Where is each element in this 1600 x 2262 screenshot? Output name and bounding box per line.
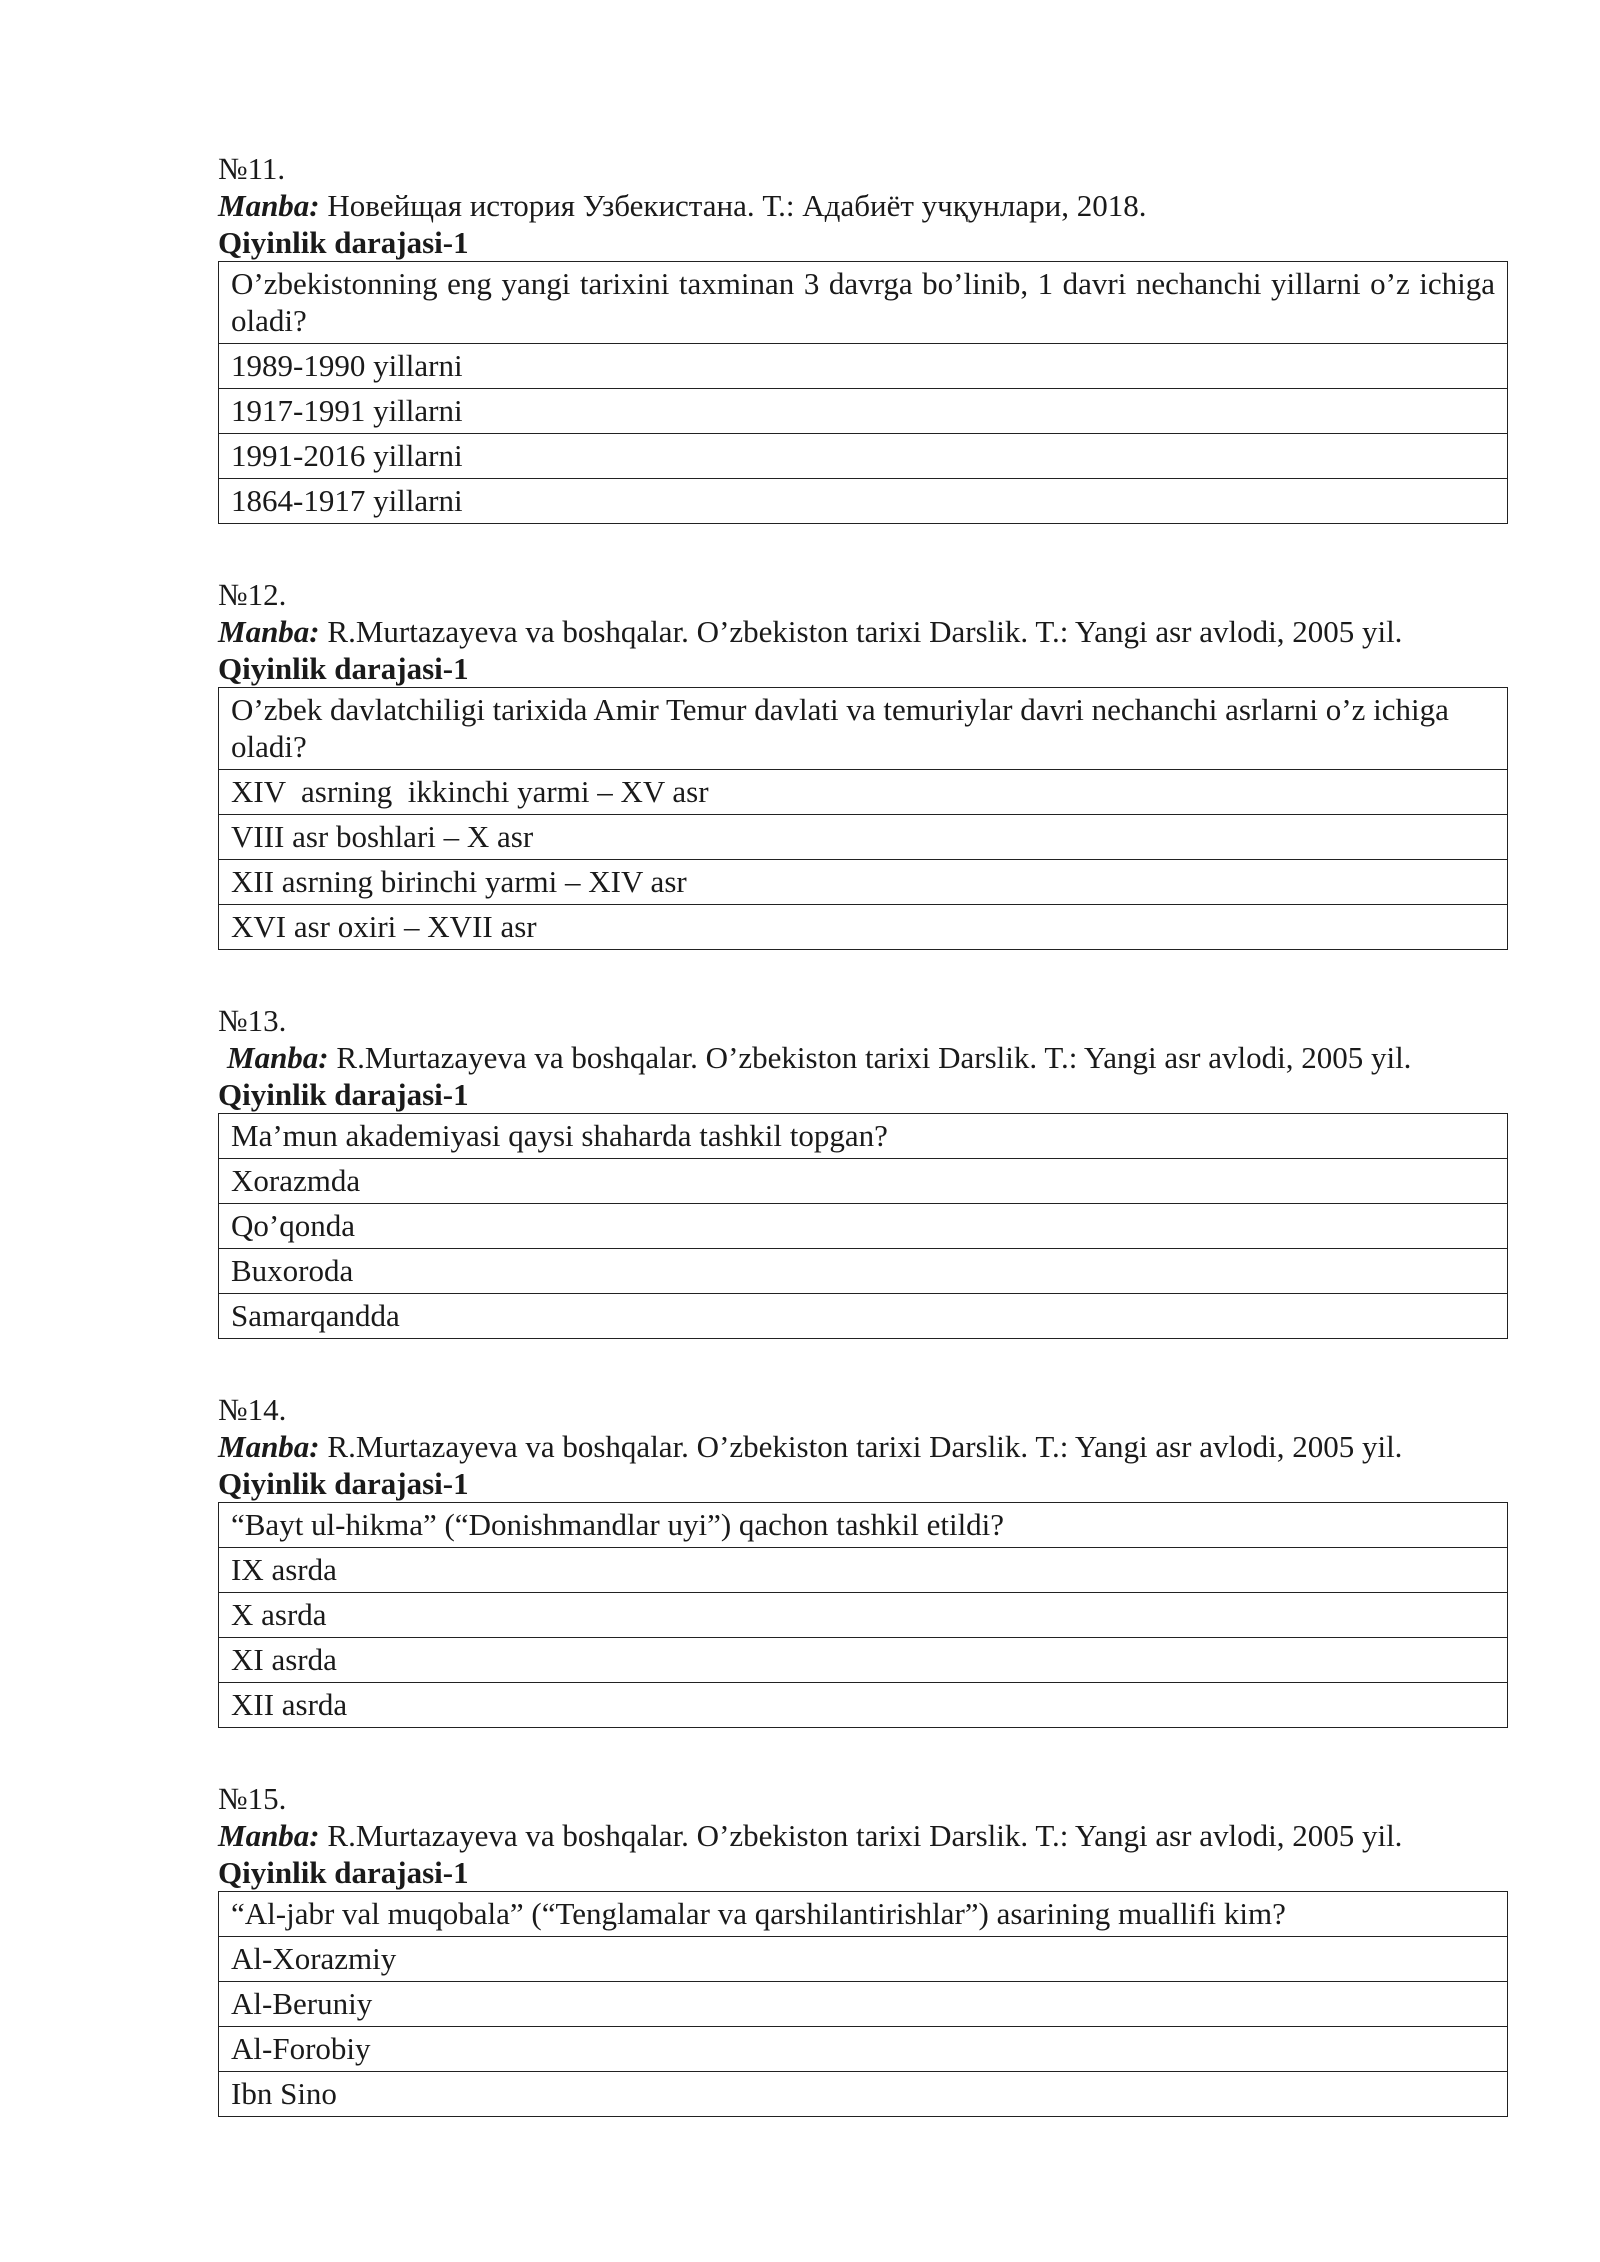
answer-row <box>219 1548 1508 1593</box>
difficulty-level: Qiyinlik darajasi-1 <box>218 1466 469 1501</box>
answer-row <box>219 860 1508 905</box>
answer-row <box>219 434 1508 479</box>
question-source <box>218 613 1508 650</box>
question-number: №11. <box>218 151 286 186</box>
answer-row <box>219 815 1508 860</box>
question-source <box>218 1817 1508 1854</box>
question-number: №15. <box>218 1781 287 1816</box>
question-row <box>219 1892 1508 1937</box>
question-block-14 <box>218 1391 1508 1728</box>
source-label: Manba: <box>227 1040 329 1075</box>
answer-row <box>219 2027 1508 2072</box>
answer-option: 1917-1991 yillarni <box>219 389 1508 434</box>
question-block-15 <box>218 1780 1508 2117</box>
question-table <box>218 1502 1508 1728</box>
answer-option: XII asrda <box>219 1683 1508 1728</box>
answer-row <box>219 1683 1508 1728</box>
question-table <box>218 1113 1508 1339</box>
question-row <box>219 262 1508 344</box>
answer-option: Al-Beruniy <box>219 1982 1508 2027</box>
question-text: O’zbek davlatchiligi tarixida Amir Temur davlati va temuriylar davri nechanchi asrlarni o’z ichiga oladi? <box>219 688 1508 770</box>
answer-option: XVI asr oxiri – XVII asr <box>219 905 1508 950</box>
answer-option: IX asrda <box>219 1548 1508 1593</box>
answer-option: VIII asr boshlari – X asr <box>219 815 1508 860</box>
source-text: R.Murtazayeva va boshqalar. O’zbekiston tarixi Darslik. T.: Yangi asr avlodi, 2005 yil. <box>319 1818 1403 1853</box>
answer-option: Ibn Sino <box>219 2072 1508 2117</box>
answer-option: Samarqandda <box>219 1294 1508 1339</box>
source-text: Новейщая история Узбекистана. Т.: Адабиёт учқунлари, 2018. <box>319 188 1147 223</box>
source-text: R.Murtazayeva va boshqalar. O’zbekiston tarixi Darslik. T.: Yangi asr avlodi, 2005 yil. <box>319 614 1403 649</box>
source-label: Manba: <box>218 614 320 649</box>
question-text: O’zbekistonning eng yangi tarixini taxminan 3 davrga bo’linib, 1 davri nechanchi yillarni o’z ichiga oladi? <box>219 262 1508 344</box>
answer-row <box>219 344 1508 389</box>
answer-option: 1864-1917 yillarni <box>219 479 1508 524</box>
question-source <box>218 187 1508 224</box>
answer-row <box>219 1249 1508 1294</box>
source-text: R.Murtazayeva va boshqalar. O’zbekiston tarixi Darslik. T.: Yangi asr avlodi, 2005 yil. <box>328 1040 1412 1075</box>
question-text: Ma’mun akademiyasi qaysi shaharda tashkil topgan? <box>219 1114 1508 1159</box>
difficulty-level: Qiyinlik darajasi-1 <box>218 1077 469 1112</box>
question-source <box>218 1428 1508 1465</box>
answer-row <box>219 1638 1508 1683</box>
answer-row <box>219 1982 1508 2027</box>
question-row <box>219 688 1508 770</box>
answer-option: Qo’qonda <box>219 1204 1508 1249</box>
answer-option: 1991-2016 yillarni <box>219 434 1508 479</box>
source-label: Manba: <box>218 1429 320 1464</box>
question-block-11 <box>218 150 1508 524</box>
document-page <box>218 150 1508 2169</box>
answer-option: Al-Forobiy <box>219 2027 1508 2072</box>
answer-row <box>219 1159 1508 1204</box>
question-block-12 <box>218 576 1508 950</box>
answer-row <box>219 1593 1508 1638</box>
answer-option: X asrda <box>219 1593 1508 1638</box>
question-table <box>218 1891 1508 2117</box>
answer-row <box>219 389 1508 434</box>
answer-row <box>219 1294 1508 1339</box>
question-block-13 <box>218 1002 1508 1339</box>
question-row <box>219 1503 1508 1548</box>
answer-row <box>219 479 1508 524</box>
answer-option: XII asrning birinchi yarmi – XIV asr <box>219 860 1508 905</box>
answer-row <box>219 2072 1508 2117</box>
source-label: Manba: <box>218 188 320 223</box>
question-table <box>218 687 1508 950</box>
source-text: R.Murtazayeva va boshqalar. O’zbekiston tarixi Darslik. T.: Yangi asr avlodi, 2005 yil. <box>319 1429 1403 1464</box>
answer-option: XIV asrning ikkinchi yarmi – XV asr <box>219 770 1508 815</box>
answer-option: Buxoroda <box>219 1249 1508 1294</box>
answer-option: Xorazmda <box>219 1159 1508 1204</box>
question-number: №13. <box>218 1003 287 1038</box>
question-number: №14. <box>218 1392 287 1427</box>
question-row <box>219 1114 1508 1159</box>
answer-option: Al-Xorazmiy <box>219 1937 1508 1982</box>
question-table <box>218 261 1508 524</box>
answer-row <box>219 1937 1508 1982</box>
answer-row <box>219 905 1508 950</box>
difficulty-level: Qiyinlik darajasi-1 <box>218 1855 469 1890</box>
question-number: №12. <box>218 577 287 612</box>
difficulty-level: Qiyinlik darajasi-1 <box>218 651 469 686</box>
answer-row <box>219 1204 1508 1249</box>
answer-option: XI asrda <box>219 1638 1508 1683</box>
answer-row <box>219 770 1508 815</box>
source-label: Manba: <box>218 1818 320 1853</box>
question-source <box>218 1039 1508 1076</box>
answer-option: 1989-1990 yillarni <box>219 344 1508 389</box>
question-text: “Bayt ul-hikma” (“Donishmandlar uyi”) qachon tashkil etildi? <box>219 1503 1508 1548</box>
question-text: “Al-jabr val muqobala” (“Tenglamalar va qarshilantirishlar”) asarining muallifi kim? <box>219 1892 1508 1937</box>
difficulty-level: Qiyinlik darajasi-1 <box>218 225 469 260</box>
